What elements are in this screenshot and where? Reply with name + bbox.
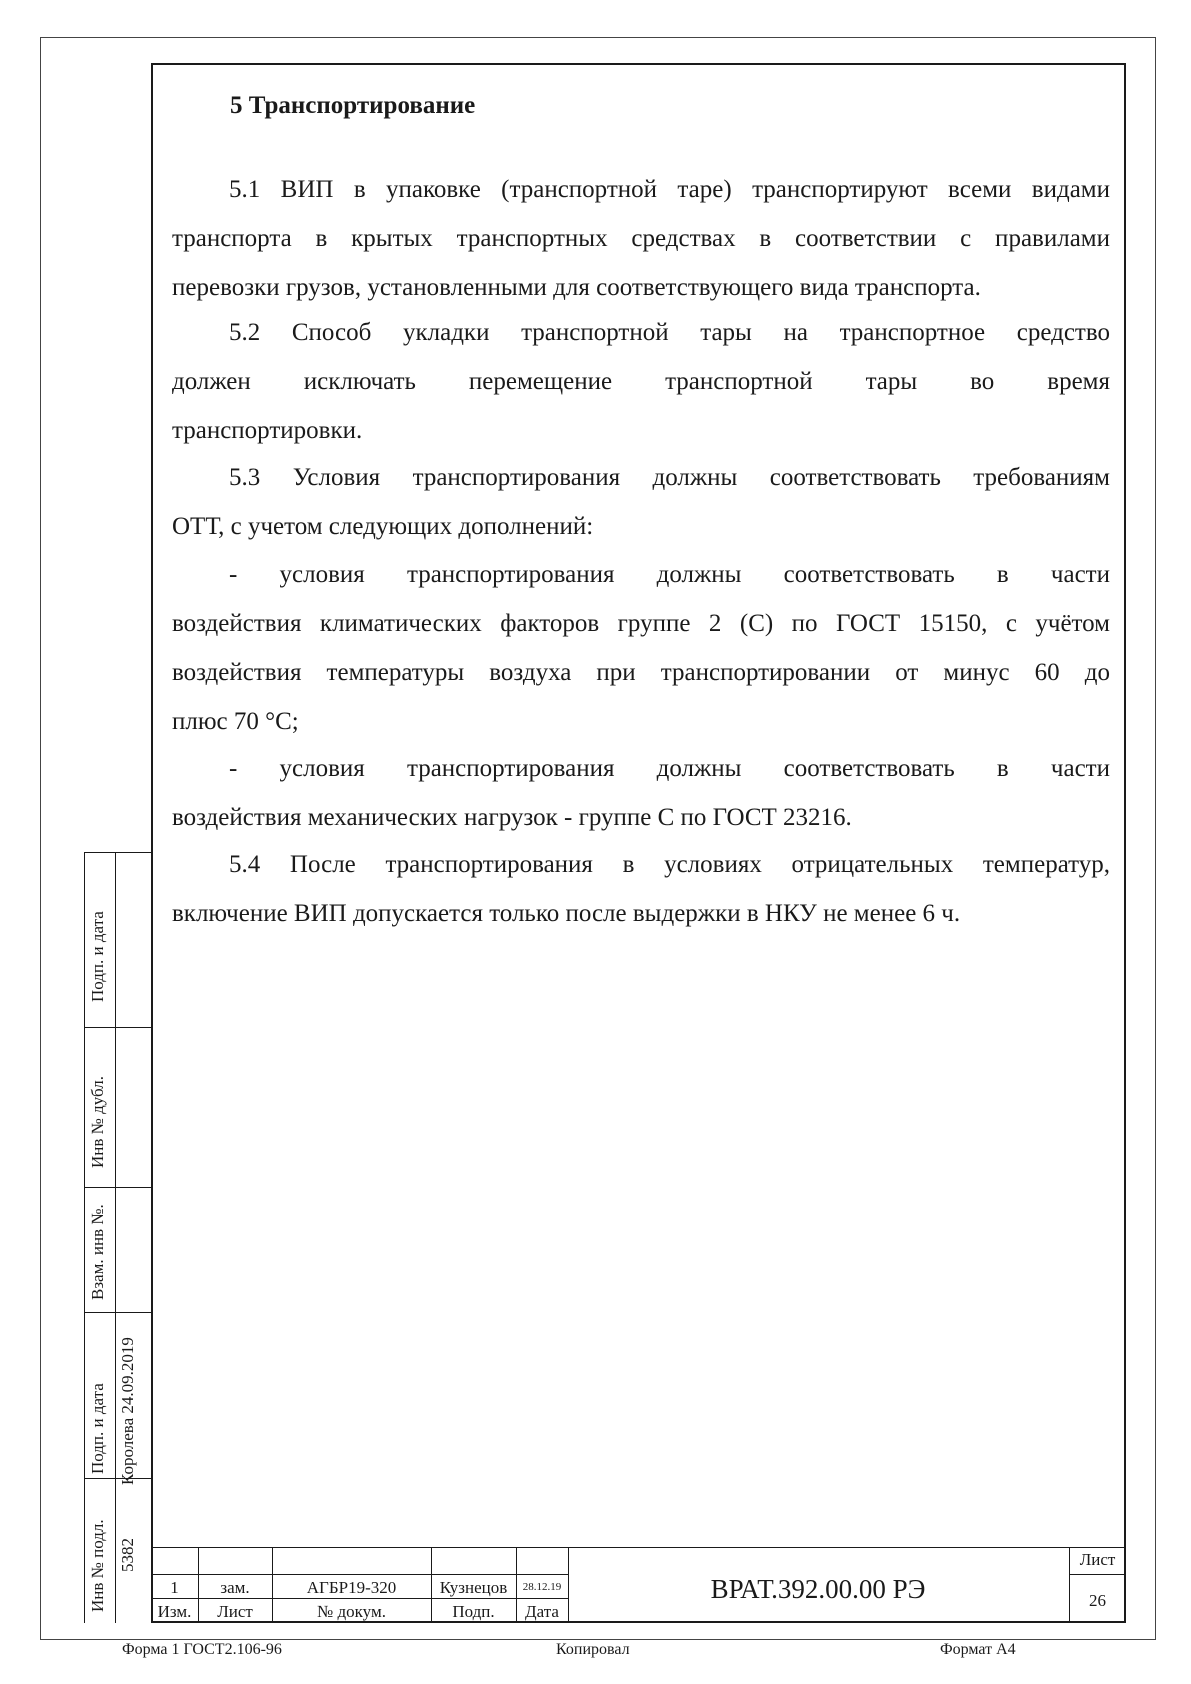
paragraph-5-4 [172, 840, 1110, 938]
side-value-signature-date: Королева 24.09.2019 [118, 1337, 137, 1485]
change-document: АГБР19-320 [306, 1578, 397, 1597]
text-line: транспорта в крытых транспортных средствах в соответствии с правилами [172, 225, 1110, 252]
paragraph-5-3 [172, 453, 1110, 551]
side-stamp-cell [84, 852, 151, 853]
sheet-label: Лист [1079, 1550, 1116, 1569]
text-line: перевозки грузов, установленными для соответствующего вида транспорта. [172, 274, 981, 301]
text-line: 5.3 Условия транспортирования должны соответствовать требованиям [229, 464, 1110, 491]
text-line: воздействия механических нагрузок - группе С по ГОСТ 23216. [172, 804, 852, 831]
text-line: плюс 70 °С; [172, 708, 299, 735]
document-designation: ВРАТ.392.00.00 РЭ [710, 1574, 926, 1604]
side-label-inv-podl: Инв № подл. [88, 1519, 107, 1612]
text-line: воздействия климатических факторов группе 2 (С) по ГОСТ 15150, с учётом [172, 610, 1110, 637]
side-label-podp-data-2: Подп. и дата [88, 1383, 107, 1474]
paragraph-5-2 [172, 308, 1110, 455]
paragraph-5-1 [172, 165, 1110, 312]
text-line: должен исключать перемещение транспортной тары во время [172, 368, 1110, 395]
footer-copied: Копировал [556, 1641, 630, 1658]
title-block-top-line [151, 1547, 1126, 1548]
change-number: 1 [170, 1578, 179, 1597]
title-block-row-line [151, 1598, 568, 1599]
side-label-inv-dubl: Инв № дубл. [88, 1075, 107, 1168]
text-line: 5.1 ВИП в упаковке (транспортной таре) транспортируют всеми видами [229, 176, 1110, 203]
text-line: ОТТ, с учетом следующих дополнений: [172, 513, 594, 540]
side-stamp-cell [84, 1187, 151, 1188]
header-signature: Подп. [452, 1602, 495, 1621]
text-line: транспортировки. [172, 417, 363, 444]
side-label-podp-data-1: Подп. и дата [88, 911, 107, 1002]
footer-format: Формат А4 [940, 1641, 1016, 1658]
change-sheet: зам. [220, 1578, 250, 1597]
text-line: включение ВИП допускается только после выдержки в НКУ не менее 6 ч. [172, 900, 961, 927]
text-line: 5.2 Способ укладки транспортной тары на транспортное средство [229, 319, 1110, 346]
header-izm: Изм. [157, 1602, 192, 1621]
text-line: воздействия температуры воздуха при транспортировании от минус 60 до [172, 659, 1110, 686]
header-date: Дата [525, 1602, 559, 1621]
text-line: - условия транспортирования должны соответствовать в части [229, 755, 1110, 782]
text-line: 5.4 После транспортирования в условиях отрицательных температур, [229, 851, 1110, 878]
footer-form: Форма 1 ГОСТ2.106-96 [122, 1641, 282, 1658]
section-title: 5 Транспортирование [230, 92, 476, 119]
header-doc-number: № докум. [317, 1602, 386, 1621]
paragraph-climate [172, 550, 1110, 746]
text-line: - условия транспортирования должны соответствовать в части [229, 561, 1110, 588]
side-stamp-cell [84, 1312, 151, 1313]
change-date: 28.12.19 [522, 1581, 562, 1593]
side-stamp-cell [84, 1027, 151, 1028]
side-label-vzam-inv: Взам. инв №. [88, 1204, 107, 1300]
paragraph-mechanical [172, 744, 1110, 842]
sheet-number: 26 [1089, 1591, 1106, 1610]
change-signature: Кузнецов [439, 1578, 508, 1597]
title-block-row-line [151, 1574, 568, 1575]
header-list: Лист [217, 1602, 253, 1621]
title-block-sheet-line [1069, 1574, 1126, 1575]
side-value-inv-podl: 5382 [118, 1538, 137, 1572]
